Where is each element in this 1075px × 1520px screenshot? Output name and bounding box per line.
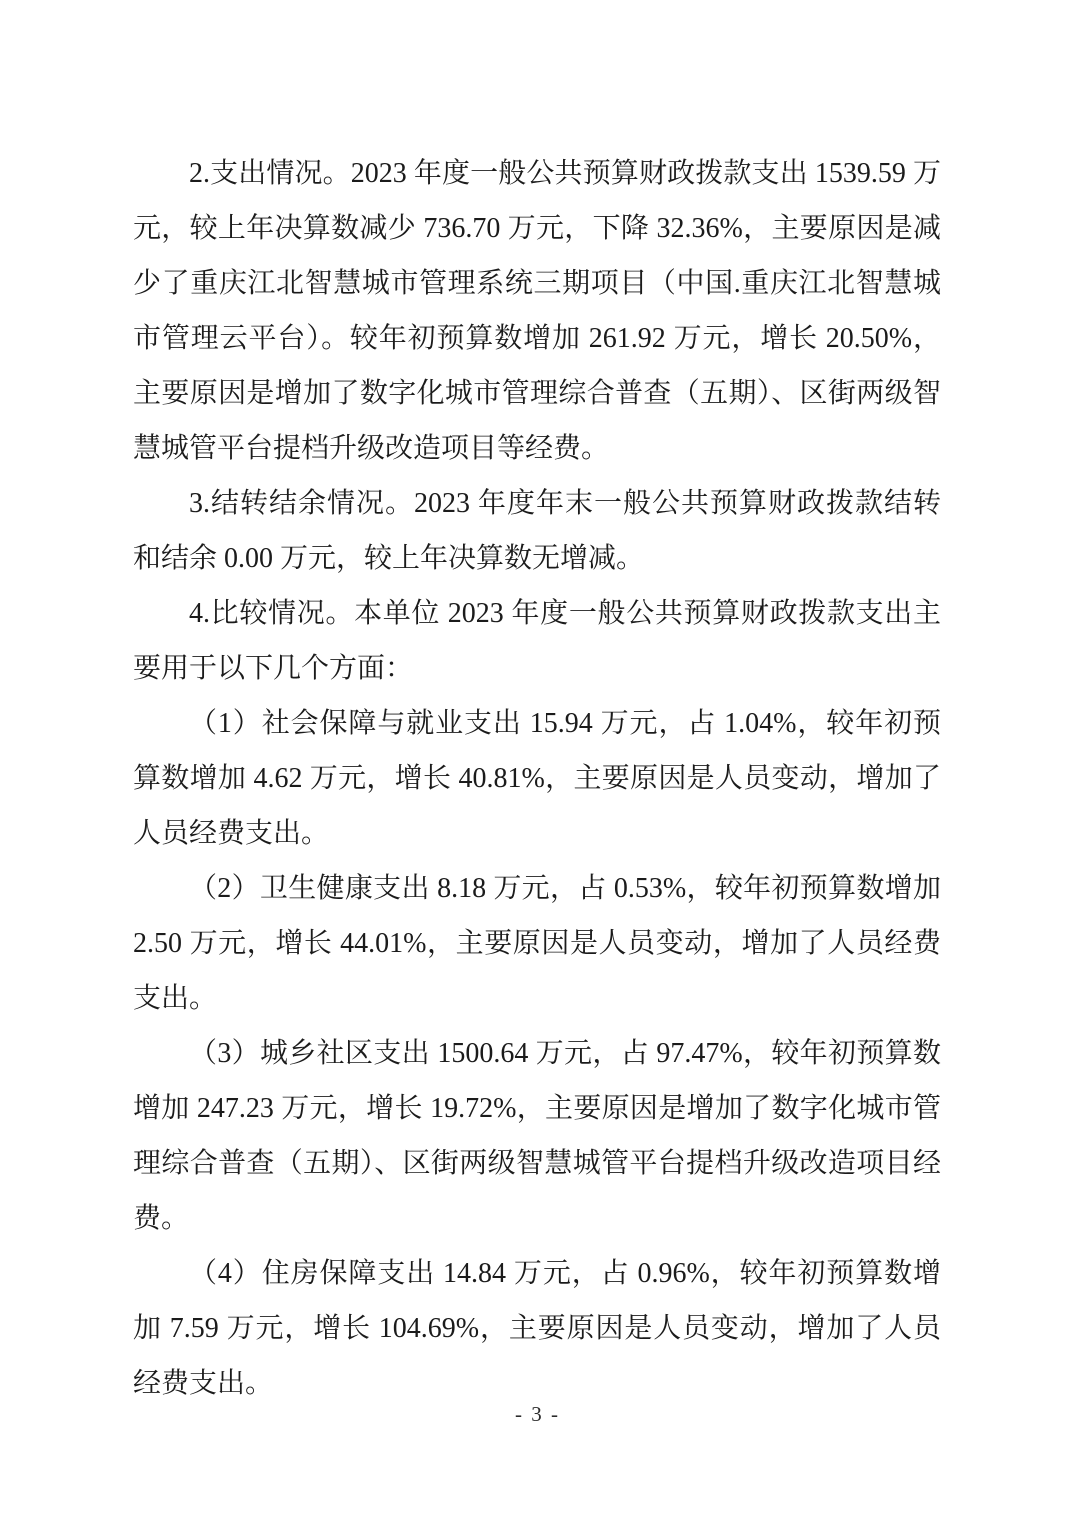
paragraph-expenditure-overview: 2.支出情况。2023 年度一般公共预算财政拨款支出 1539.59 万元，较上年决算数减少 736.70 万元，下降 32.36%，主要原因是减少了重庆江北智慧城市管理系统三期项目（中国.重庆江北智慧城市管理云平台）。较年初预算数增加 261.92 万元，增长 20.50%，主要原因是增加了数字化城市管理综合普查（五期）、区街两级智慧城管平台提档升级改造项目等经费。 (133, 158, 941, 464)
paragraph-item-3-urban-rural-community: （3）城乡社区支出 1500.64 万元，占 97.47%，较年初预算数增加 247.23 万元，增长 19.72%，主要原因是增加了数字化城市管理综合普查（五期）、区街两级智慧城管平台提档升级改造项目经费。 (133, 1038, 941, 1234)
paragraph-comparison-intro: 4.比较情况。本单位 2023 年度一般公共预算财政拨款支出主要用于以下几个方面： (133, 598, 941, 684)
document-body (133, 146, 941, 1411)
paragraph-item-4-housing: （4）住房保障支出 14.84 万元，占 0.96%，较年初预算数增加 7.59 万元，增长 104.69%，主要原因是人员变动，增加了人员经费支出。 (133, 1258, 941, 1399)
paragraph-item-2-health: （2）卫生健康支出 8.18 万元，占 0.53%，较年初预算数增加 2.50 万元，增长 44.01%，主要原因是人员变动，增加了人员经费支出。 (133, 873, 941, 1014)
paragraph-item-1-social-security: （1）社会保障与就业支出 15.94 万元，占 1.04%，较年初预算数增加 4.62 万元，增长 40.81%，主要原因是人员变动，增加了人员经费支出。 (133, 708, 941, 849)
page-number: - 3 - (515, 1402, 560, 1426)
paragraph-carryover-balance: 3.结转结余情况。2023 年度年末一般公共预算财政拨款结转和结余 0.00 万元，较上年决算数无增减。 (133, 488, 941, 574)
